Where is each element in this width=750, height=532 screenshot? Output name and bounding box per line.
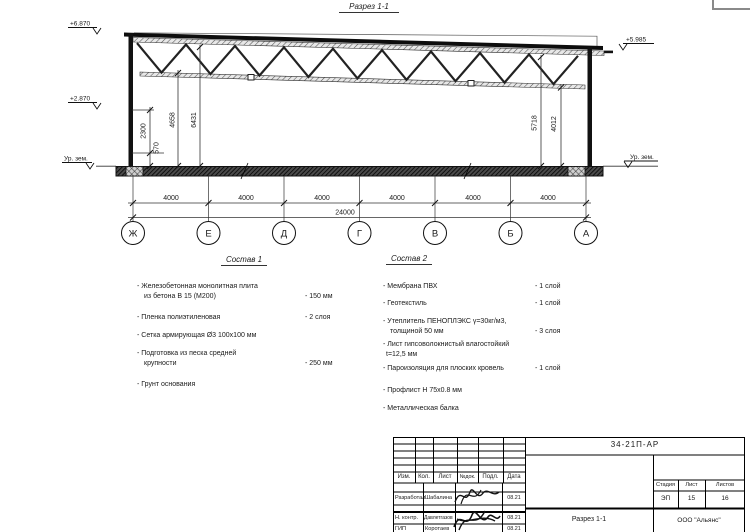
item-value: - 2 слоя: [305, 314, 331, 321]
list-item: [383, 340, 535, 359]
span-dim: 4000: [238, 195, 254, 202]
col-list: Лист: [438, 473, 452, 480]
row-role: Н. контр.: [395, 514, 419, 521]
axis-mark: Д: [280, 228, 288, 240]
item-text: - Лист гипсоволокнистый влагостойкий: [383, 341, 510, 348]
title-block: [393, 437, 746, 532]
row-name: Шабалина: [425, 494, 453, 501]
list-item: [383, 404, 535, 414]
roof-and-truss: [124, 33, 613, 90]
roof-eave-end: [604, 51, 613, 54]
item-text: t=12,5 мм: [386, 350, 418, 358]
row-date: 08.21: [507, 495, 521, 501]
row-date: 08.21: [507, 526, 521, 532]
list-item: [137, 282, 333, 301]
item-text: - Грунт основания: [137, 381, 196, 388]
item-text: - Пленка полиэтиленовая: [137, 314, 221, 321]
span-dim: 4000: [314, 195, 330, 202]
item-text: толщиной 50 мм: [390, 327, 444, 335]
column-right: [588, 47, 593, 167]
row-name: Коротаев: [425, 526, 450, 532]
truss-bottom-chord: [140, 72, 585, 89]
sostav2-title: Состав 2: [386, 254, 432, 265]
list-item: [137, 380, 305, 390]
span-dim: 4000: [540, 195, 556, 202]
col-izm: Изм.: [397, 473, 411, 480]
doc-number: 34-21П-АР: [610, 440, 660, 449]
vertical-dimensions: [132, 44, 564, 169]
list-item: [383, 386, 535, 396]
item-value: - 250 мм: [305, 359, 333, 367]
floor-slab: [96, 163, 658, 179]
item-text: из бетона В 15 (М200): [144, 292, 216, 300]
list-item: [383, 299, 561, 309]
elevation-left-mid: +2.870: [70, 95, 91, 103]
axis-mark: Е: [205, 228, 212, 240]
axis-mark: А: [582, 228, 590, 240]
item-text: - Пароизоляция для плоских кровель: [383, 365, 504, 372]
item-text: - Сетка армирующая Ø3 100x100 мм: [137, 332, 257, 339]
axis-markers: [122, 222, 598, 245]
item-text: - Металлическая балка: [383, 405, 459, 412]
total-dim: 24000: [335, 209, 355, 217]
sheets-label: Листов: [715, 481, 735, 488]
dim-6431: 6431: [191, 112, 198, 128]
span-dim: 4000: [465, 195, 481, 202]
list-item: [383, 282, 561, 292]
item-value: - 150 мм: [305, 292, 333, 300]
stage-value: ЭП: [660, 495, 671, 502]
axis-mark: Ж: [128, 228, 138, 240]
company-name: ООО "Альянс": [677, 517, 721, 524]
row-role: ГИП: [395, 525, 407, 532]
elevation-right-top: +5.985: [626, 36, 647, 44]
row-date: 08.21: [507, 515, 521, 521]
axis-mark: В: [431, 228, 439, 240]
span-dim: 4000: [389, 195, 405, 202]
section-name: Разрез 1-1: [571, 516, 607, 523]
sheet-value: 15: [687, 495, 696, 502]
span-dim: 4000: [163, 195, 179, 202]
list-item: [383, 364, 561, 374]
sheet-label: Лист: [685, 481, 698, 488]
item-value: - 3 слоя: [535, 327, 561, 335]
list-item: [137, 313, 330, 323]
col-ndok: №док.: [459, 473, 476, 480]
item-text: - Утеплитель ПЕНОПЛЭКС γ=30кг/м3,: [383, 318, 507, 325]
elevation-left-top: +6.870: [70, 20, 91, 28]
list-item: [137, 331, 305, 341]
sheets-value: 16: [721, 495, 729, 502]
col-data: Дата: [507, 473, 521, 480]
signature: [451, 484, 501, 508]
ground-level-left: Ур. зем.: [64, 155, 88, 163]
dim-2300: 2300: [140, 123, 148, 139]
section-view-title: Разрез 1-1: [339, 2, 399, 13]
stage-label: Стадия: [655, 481, 676, 488]
signature: [451, 507, 501, 532]
column-base-left: [126, 167, 143, 177]
item-value: - 1 слой: [535, 365, 561, 372]
ground-level-right: Ур. зем.: [630, 154, 654, 161]
horizontal-dimensions: [128, 176, 591, 222]
item-text: - Мембрана ПВХ: [383, 283, 438, 290]
item-value: - 1 слой: [535, 300, 561, 307]
item-text: - Подготовка из песка средней: [137, 350, 237, 357]
dim-5718: 5718: [531, 115, 539, 131]
axis-mark: Б: [507, 228, 514, 240]
section-drawing: [0, 0, 748, 250]
col-podl: Подл.: [482, 473, 499, 480]
chord-splice-plate: [248, 75, 254, 81]
sostav1-title: Состав 1: [221, 255, 267, 266]
item-text: - Железобетонная монолитная плита: [137, 283, 258, 290]
chord-splice-plate: [468, 81, 474, 87]
dim-4658: 4658: [169, 112, 177, 128]
column-left: [129, 33, 134, 167]
list-item: [383, 317, 560, 336]
dim-4012: 4012: [551, 116, 558, 132]
item-text: - Геотекстиль: [383, 300, 427, 307]
row-name: Давлетгазов: [424, 515, 453, 521]
list-item: [137, 349, 333, 368]
dim-570: 570: [153, 142, 161, 154]
col-kol: Кол.: [418, 473, 430, 480]
item-text: крупности: [144, 359, 177, 367]
item-value: - 1 слой: [535, 283, 561, 290]
axis-mark: Г: [356, 228, 363, 240]
row-role: Разработал: [395, 494, 426, 501]
item-text: - Профлист Н 75х0.8 мм: [383, 387, 462, 394]
column-base-right: [568, 167, 585, 177]
